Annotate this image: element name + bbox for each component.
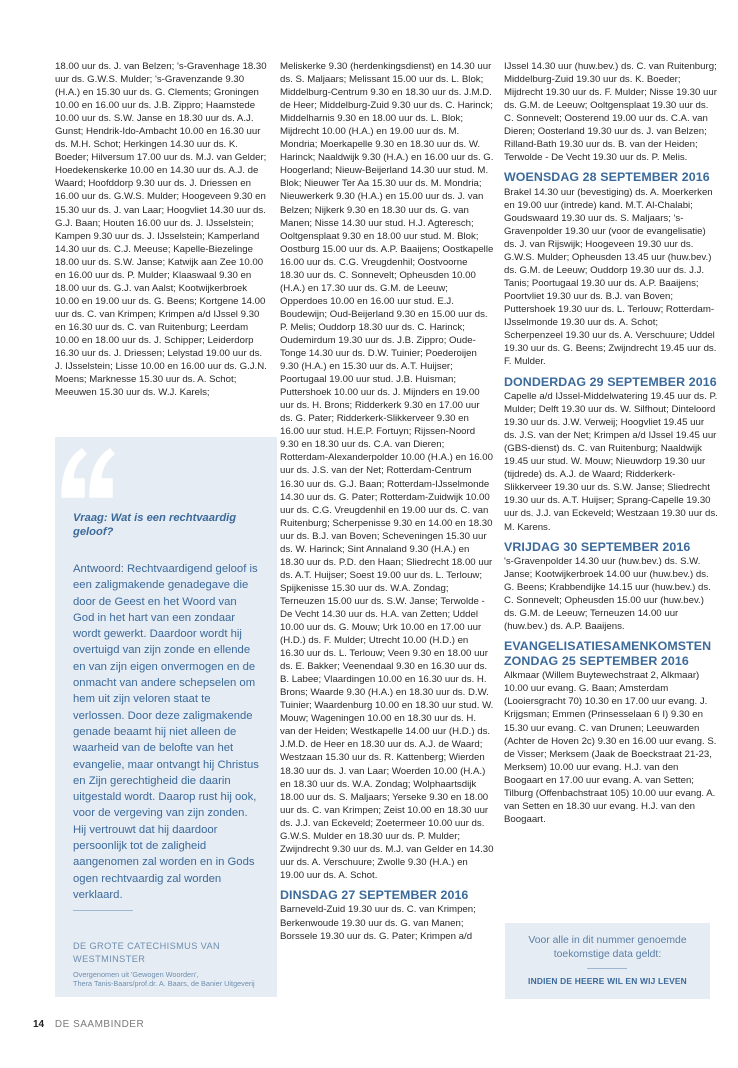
quote-box (55, 437, 277, 997)
donderdag-text: Capelle a/d IJssel-Middelwatering 19.45 uur ds. P. Mulder; Delft 19.30 uur ds. W. Silfhout; Dinteloord 19.30 uur ds. J.W. Verweij; Hoogvliet 19.45 uur ds. J.S. van der Net; Krimpen a/d IJssel 19.45 uur (GBS-dienst) ds. C. van Ruitenburg; Naaldwijk 19.45 uur stud. W. Mouw; Nieuwdorp 19.30 uur (tijdrede) ds. A.J. de Waard; Ridderkerk-Slikkerveer 19.30 uur ds. S.W. Janse; Sliedrecht 19.30 uur ds. A.T. Huijser; Sprang-Capelle 19.30 uur ds. J.J. van Eckeveld; Westzaan 19.30 uur ds. M. Karens. (504, 391, 718, 533)
quote-source-note (73, 970, 268, 989)
column-1-text: 18.00 uur ds. J. van Belzen; 's-Gravenhage 18.30 uur ds. G.W.S. Mulder; 's-Gravenzande 9.30 (H.A.) en 15.30 uur ds. G. Clements; Groningen 10.00 en 16.00 uur ds. J.B. Zippro; Haamstede 10.00 uur ds. S.W. Janse en 18.30 uur ds. A.J. Gunst; Hendrik-Ido-Ambacht 10.00 en 16.30 uur ds. M.H. Schot; Herkingen 14.30 uur ds. K. Boeder; Hilversum 17.00 uur ds. M.J. van Gelder; Hoedekenskerke 10.00 en 14.30 uur ds. A.J. de Waard; Hoofddorp 9.30 uur ds. J. Driessen en 16.00 uur ds. G.W.S. Mulder; Hoogeveen 9.30 en 15.30 uur ds. J. van Laar; Hoogvliet 14.30 uur ds. G.J. Baan; Houten 16.00 uur ds. J. IJsselstein; Kampen 9.30 uur ds. J. IJsselstein; Kamperland 14.30 uur ds. C.J. Meeuse; Kapelle-Biezelinge 18.00 uur ds. S.W. Janse; Katwijk aan Zee 10.00 en 16.00 uur ds. P. Mulder; Klaaswaal 9.30 en 18.00 uur ds. G.J. van Aalst; Kootwijkerbroek 10.00 en 19.00 uur ds. G. Beens; Kortgene 14.00 uur ds. C. van Krimpen; Krimpen a/d IJssel 9.30 en 16.30 uur ds. C. van Ruitenburg; Leerdam 10.00 en 18.00 uur ds. J. Schipper; Leiderdorp 16.30 uur ds. J. Driessen; Lelystad 19.00 uur ds. J. IJsselstein; Lisse 10.00 en 16.00 uur ds. G.J.N. Moens; Marknesse 15.30 uur ds. A. Schot; Meeuwen 15.30 uur ds. W.J. Karels; (55, 61, 267, 399)
heading-woensdag: WOENSDAG 28 SEPTEMBER 2016 (504, 170, 710, 185)
quote-source-note-line-2: Thera Tanis-Baars/prof.dr. A. Baars, de Banier Uitgeverij (73, 979, 255, 989)
page-number: 14 (33, 1019, 45, 1030)
column-3-intro-text: IJssel 14.30 uur (huw.bev.) ds. C. van Ruitenburg; Middelburg-Zuid 19.30 uur ds. K. Boeder; Mijdrecht 19.30 uur ds. F. Mulder; Nisse 19.30 uur ds. G.M. de Leeuw; Ooltgensplaat 19.30 uur ds. C. Sonnevelt; Oosterend 19.00 uur ds. C.A. van Dieren; Oosterland 19.30 uur ds. J. van Belzen; Rilland-Bath 19.30 uur ds. B. van der Heiden; Terwolde - De Vecht 19.30 uur ds. P. Melis. (504, 61, 717, 164)
heading-evangelisatie-line-1: EVANGELISATIESAMENKOMSTEN (504, 639, 712, 654)
quote-question: Vraag: Wat is een rechtvaardig geloof? (73, 512, 237, 538)
page-footer (33, 1018, 144, 1032)
heading-evangelisatie-line-2: ZONDAG 25 SEPTEMBER 2016 (504, 653, 689, 668)
info-box (505, 923, 710, 999)
evangelisatie-text: Alkmaar (Willem Buytewechstraat 2, Alkmaar) 10.00 uur evang. G. Baan; Amsterdam (Looiersgracht 70) 10.30 en 17.00 uur evang. J. Krijgsman; Emmen (Prinsesselaan 6 I) 9.30 en 15.30 uur evang. C. van Drunen; Leeuwarden (Achter de Hoven 2c) 9.30 en 16.00 uur evang. S. de Visser; Merksem (Jaak de Boeckstraat 21-23, Merksem) 10.00 uur evang. H.J. van den Boogaart en 17.00 uur evang. A. van Setten; Tilburg (Offenbachstraat 105) 10.00 uur evang. A. van Setten en 18.30 uur evang. H.J. van den Boogaart. (504, 670, 717, 825)
heading-evangelisatie (504, 639, 718, 668)
quotation-marks-icon (58, 445, 118, 501)
column-3 (504, 60, 718, 890)
vrijdag-text: 's-Gravenpolder 14.30 uur (huw.bev.) ds. S.W. Janse; Kootwijkerbroek 14.00 uur (huw.bev.) ds. G. Beens; Krabbendijke 14.15 uur (huw.bev.) ds. C. Sonnevelt; Opheusden 15.00 uur (huw.bev.) ds. G.M. de Leeuw; Terneuzen 14.00 uur (huw.bev.) ds. A.P. Baaijens. (504, 556, 711, 633)
quote-answer: Antwoord: Rechtvaardigend geloof is een zaligmakende genadegave die door de Geest en het Woord van God in het hart van een zondaar wordt gewerkt. Daardoor wordt hij overtuigd van zijn zonde en ellende en van zijn eigen onvermogen en de onmacht van andere schepselen om hem uit zijn veloren staat te verlossen. Door deze zaligmakende genade beaamt hij niet alleen de waarheid van de belofte van het evangelie, maar ontvangt hij Christus en Zijn gerechtigheid die daarin uitgestald wordt. Daarop rust hij ook, voor de vergeving van zijn zonden. Hij vertrouwt dat hij daardoor persoonlijk tot de zaligheid aangenomen zal worden en in Gods ogen rechtvaardig zal worden verklaard. (73, 563, 259, 901)
heading-vrijdag: VRIJDAG 30 SEPTEMBER 2016 (504, 539, 691, 554)
quote-source-title: DE GROTE CATECHISMUS VAN WESTMINSTER (73, 941, 221, 964)
quote-source-note-line-1: Overgenomen uit 'Gewogen Woorden', (73, 970, 199, 979)
column-1 (55, 60, 269, 432)
info-box-text: Voor alle in dit nummer genoemde toekomstige data geldt: (528, 935, 687, 960)
magazine-name: DE SAAMBINDER (54, 1019, 145, 1030)
heading-donderdag: DONDERDAG 29 SEPTEMBER 2016 (504, 374, 717, 389)
column-2-text: Meliskerke 9.30 (herdenkingsdienst) en 14.30 uur ds. S. Maljaars; Melissant 15.00 uur ds. L. Blok; Middelburg-Centrum 9.30 en 18.30 uur ds. J.M.D. de Heer; Middelburg-Zuid 9.30 uur ds. C. Harinck; Middelharnis 9.30 en 18.00 uur ds. L. Blok; Mijdrecht 10.00 (H.A.) en 19.00 uur ds. M. Mondria; Moerkapelle 9.30 en 18.30 uur ds. W. Harinck; Naaldwijk 9.30 (H.A.) en 16.00 uur ds. G. Hoogerland; Nieuw-Beijerland 14.30 uur stud. M. Blok; Nieuwer Ter Aa 15.30 uur ds. M. Mondria; Nieuwerkerk 9.30 (H.A.) en 15.00 uur ds. J. van Belzen; Nijkerk 9.30 en 18.30 uur ds. G. van Manen; Nisse 14.30 uur stud. H.J. Agteresch; Ooltgensplaat 9.30 en 18.00 uur stud. M. Blok; Oostburg 15.00 uur ds. A.P. Baaijens; Oostkapelle 16.00 uur ds. C.G. Vreugdenhil; Oostvoorne 18.30 uur ds. C. Sonnevelt; Opheusden 10.00 (H.A.) en 17.30 uur ds. G.M. de Leeuw; Opperdoes 10.00 en 16.00 uur stud. E.J. Boudewijn; Oud-Beijerland 9.30 en 15.00 uur ds. P. Melis; Ouddorp 18.30 uur ds. C. Harinck; Oudemirdum 19.30 uur ds. J.B. Zippro; Oude-Tonge 14.30 uur ds. D.W. Tuinier; Poederoijen 9.30 (H.A.) en 15.30 uur ds. A.T. Huijser; Poortugaal 19.00 uur stud. J.B. Huisman; Puttershoek 10.00 uur ds. J. Mijnders en 19.00 uur ds. H. Brons; Ridderkerk 9.30 en 17.00 uur ds. G. Pater; Ridderkerk-Slikkerveer 9.30 en 16.00 uur stud. H.E.P. Fortuyn; Rijssen-Noord 9.30 en 18.30 uur ds. C.A. van Dieren; Rotterdam-Alexanderpolder 10.00 (H.A.) en 16.00 uur ds. J.S. van der Net; Rotterdam-Centrum 16.30 uur ds. G.J. Baan; Rotterdam-IJsselmonde 14.30 uur ds. G. Pater; Rotterdam-Zuidwijk 10.00 uur ds. C.G. Vreugdenhil en 19.00 uur ds. C. van Ruitenburg; Scherpenisse 9.30 en 14.00 en 18.30 uur ds. B.J. van Boven; Scheveningen 15.30 uur ds. W. Harinck; Sint Annaland 9.30 (H.A.) en 18.30 uur ds. P.D. den Haan; Sliedrecht 18.00 uur ds. A.T. Huijser; Soest 19.00 uur ds. L. Terlouw; Spijkenisse 15.30 uur ds. W.A. Zondag; Terneuzen 15.00 uur ds. S.W. Janse; Terwolde - De Vecht 14.30 uur ds. H.A. van Zetten; Uddel 10.00 uur ds. G. Mouw; Urk 10.00 en 17.00 uur (H.D.) ds. F. Mulder; Utrecht 10.00 (H.D.) en 16.30 uur ds. L. Terlouw; Veen 9.30 en 18.00 uur ds. E. Bakker; Veenendaal 9.30 en 16.30 uur ds. B. Labee; Vlaardingen 10.00 en 16.30 uur ds. H. Brons; Waarde 9.30 (H.A.) en 18.30 uur ds. D.W. Tuinier; Waardenburg 10.00 en 18.30 uur stud. W. Mouw; Wageningen 10.00 en 18.30 uur ds. H. van der Heiden; Westkapelle 14.00 uur (H.D.) ds. J.M.D. de Heer en 18.30 uur ds. A.J. de Waard; Westzaan 15.30 uur ds. R. Kattenberg; Wierden 18.30 uur ds. J. van Laar; Woerden 10.00 (H.A.) en 18.30 uur ds. W.A. Zondag; Wolphaartsdijk 18.00 uur ds. S. Maljaars; Yerseke 9.30 en 18.00 uur ds. C. van Krimpen; Zeist 10.00 en 18.30 uur ds. J.J. van Eckeveld; Zoetermeer 10.00 uur ds. G.W.S. Mulder en 18.30 uur ds. P. Mulder; Zwijndrecht 9.30 uur ds. M.J. van Gelder en 14.30 uur ds. A. Verschuure; Zwolle 9.30 (H.A.) en 19.00 uur ds. A. Schot. (280, 61, 494, 881)
heading-dinsdag: DINSDAG 27 SEPTEMBER 2016 (280, 887, 469, 902)
woensdag-text: Brakel 14.30 uur (bevestiging) ds. A. Moerkerken en 19.00 uur (intrede) kand. M.T. Al-Chalabi; Goudswaard 19.30 uur ds. S. Maljaars; 's-Gravenpolder 19.30 uur (voor de evangelisatie) ds. J. van Rijswijk; Hoogeveen 19.30 uur ds. G.W.S. Mulder; Opheusden 13.45 uur (huw.bev.) ds. G.M. de Leeuw; Ouddorp 19.30 uur ds. J.J. Tanis; Poortugaal 19.30 uur ds. A.P. Baaijens; Poortvliet 19.30 uur ds. B.J. van Boven; Puttershoek 19.30 uur ds. L. Terlouw; Rotterdam-IJsselmonde 19.30 uur ds. A. Schot; Scherpenzeel 19.30 uur ds. A. Verschuure; Uddel 19.30 uur ds. G. Beens; Zwijndrecht 19.45 uur ds. F. Mulder. (504, 186, 717, 368)
dinsdag-text: Barneveld-Zuid 19.30 uur ds. C. van Krimpen; Berkenwoude 19.30 uur ds. G. van Manen; Borssele 19.30 uur ds. G. Pater; Krimpen a/d (280, 904, 476, 942)
quote-divider (73, 910, 133, 911)
info-box-slogan: INDIEN DE HEERE WIL EN WIJ LEVEN (528, 976, 687, 986)
column-2 (280, 60, 494, 1004)
info-box-divider (587, 968, 627, 969)
